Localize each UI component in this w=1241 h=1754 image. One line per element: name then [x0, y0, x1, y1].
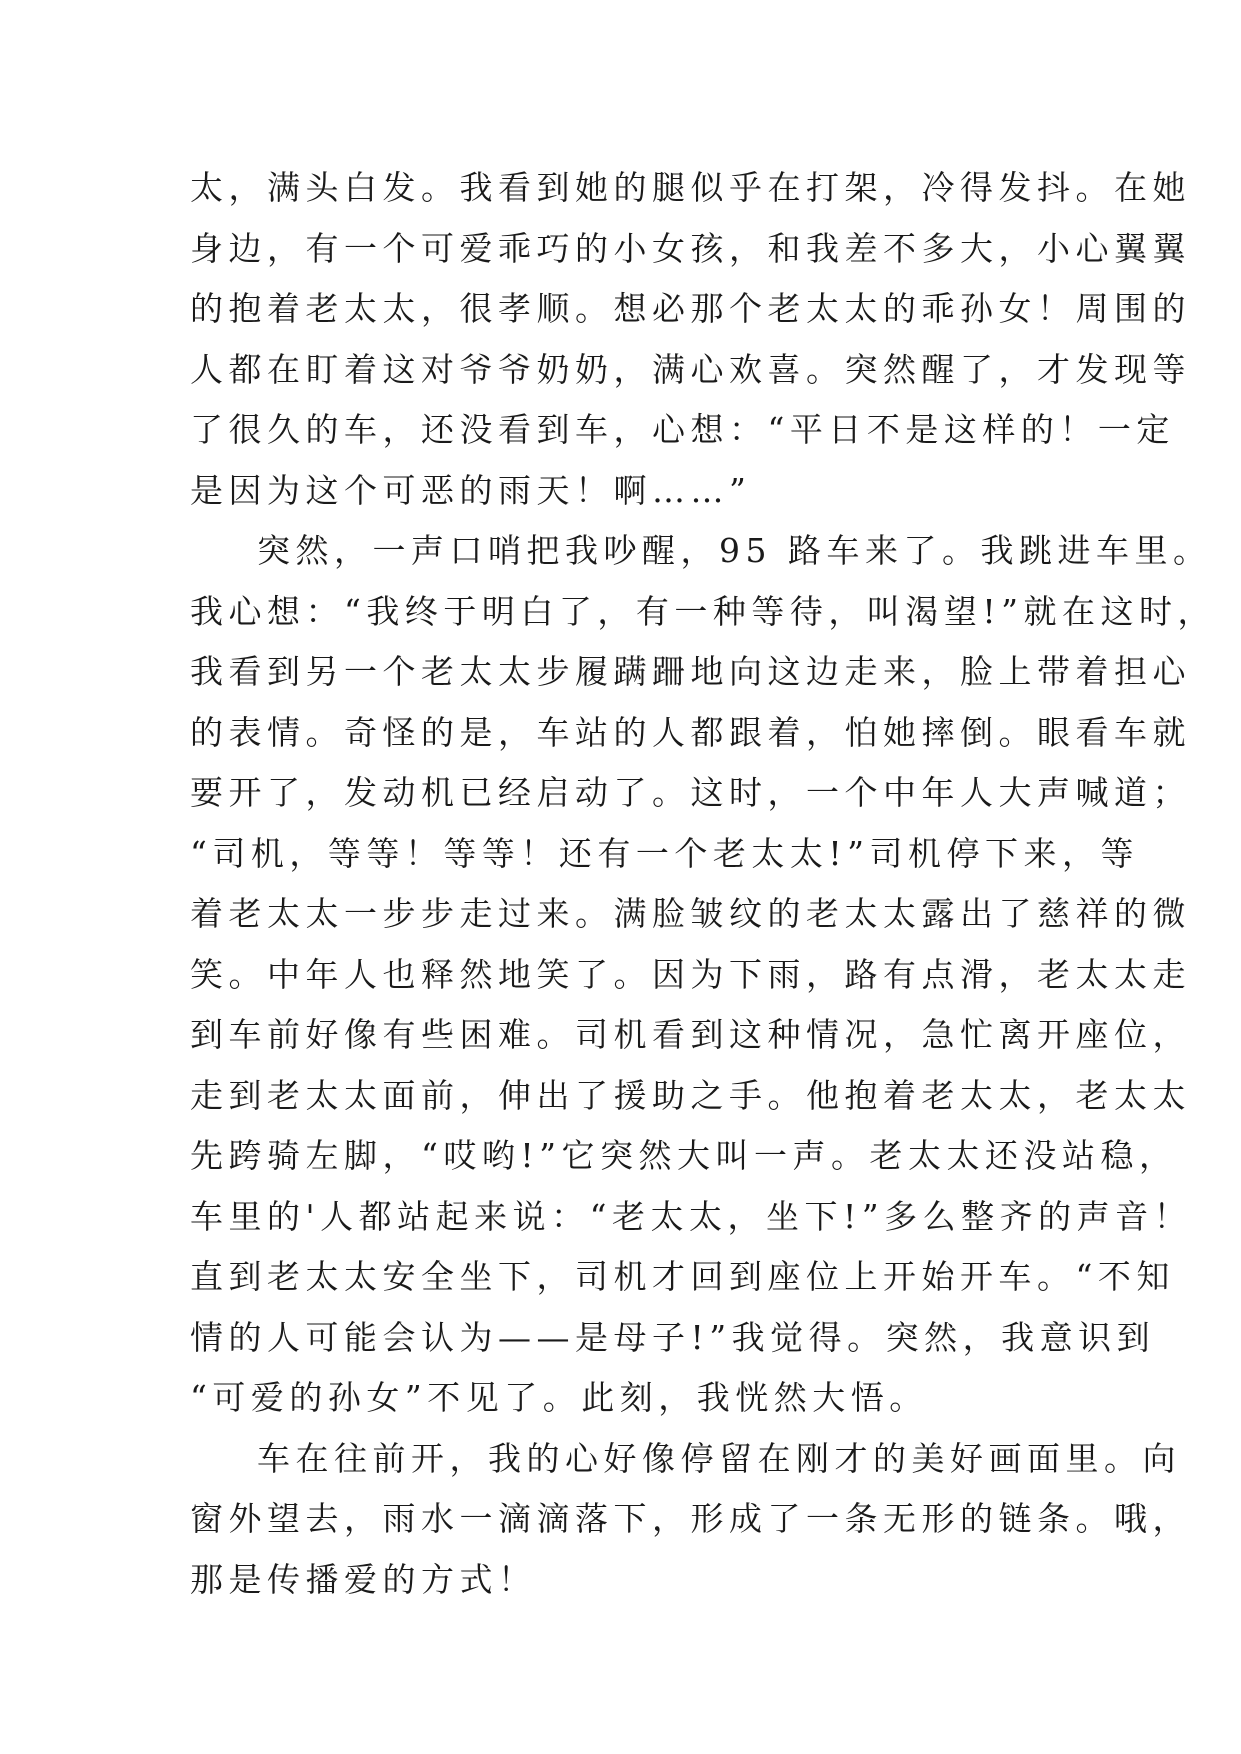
text-line: 了很久的车，还没看到车，心想：“平日不是这样的！一定	[190, 410, 1175, 449]
text-line: 直到老太太安全坐下，司机才回到座位上开始开车。“不知	[190, 1257, 1175, 1296]
text-line: 我看到另一个老太太步履蹒跚地向这边走来，脸上带着担心	[190, 652, 1191, 691]
text-line: “司机，等等！等等！还有一个老太太!”司机停下来，等	[190, 833, 1140, 873]
text-line: 人都在盯着这对爷爷奶奶，满心欢喜。突然醒了，才发现等	[190, 349, 1191, 389]
text-line: 着老太太一步步走过来。满脸皱纹的老太太露出了慈祥的微	[190, 894, 1191, 933]
text-line: 走到老太太面前，伸出了援助之手。他抱着老太太，老太太	[190, 1075, 1191, 1115]
paragraph-first-line: 车在往前开，我的心好像停留在刚才的美好画面里。向	[257, 1438, 1181, 1478]
text-line: 那是传播爱的方式！	[190, 1559, 537, 1599]
text-line: 笑。中年人也释然地笑了。因为下雨，路有点滑，老太太走	[190, 954, 1191, 994]
text-line: 身边，有一个可爱乖巧的小女孩，和我差不多大，小心翼翼	[190, 228, 1191, 268]
text-line: 要开了，发动机已经启动了。这时，一个中年人大声喊道；	[190, 773, 1191, 812]
text-line: 我心想：“我终于明白了，有一种等待，叫渴望!”就在这时，	[190, 591, 1217, 631]
text-line: 太，满头白发。我看到她的腿似乎在打架，冷得发抖。在她	[190, 168, 1191, 207]
text-line: 是因为这个可恶的雨天！啊……”	[190, 470, 752, 510]
text-line: 到车前好像有些困难。司机看到这种情况，急忙离开座位，	[190, 1015, 1191, 1054]
text-line: 的表情。奇怪的是，车站的人都跟着，怕她摔倒。眼看车就	[190, 712, 1191, 752]
text-line: 先跨骑左脚，“哎哟!”它突然大叫一声。老太太还没站稳，	[190, 1136, 1178, 1175]
essay-body	[190, 158, 1217, 1610]
text-line: 车里的'人都站起来说：“老太太，坐下!”多么整齐的声音！	[190, 1196, 1193, 1236]
text-line: 窗外望去，雨水一滴滴落下，形成了一条无形的链条。哦，	[190, 1499, 1191, 1538]
text-line: 情的人可能会认为——是母子!”我觉得。突然，我意识到	[190, 1317, 1156, 1357]
text-line: “可爱的孙女”不见了。此刻，我恍然大悟。	[190, 1378, 928, 1417]
text-line: 的抱着老太太，很孝顺。想必那个老太太的乖孙女！周围的	[190, 289, 1191, 328]
paragraph-first-line: 突然，一声口哨把我吵醒，95 路车来了。我跳进车里。	[257, 531, 1212, 570]
